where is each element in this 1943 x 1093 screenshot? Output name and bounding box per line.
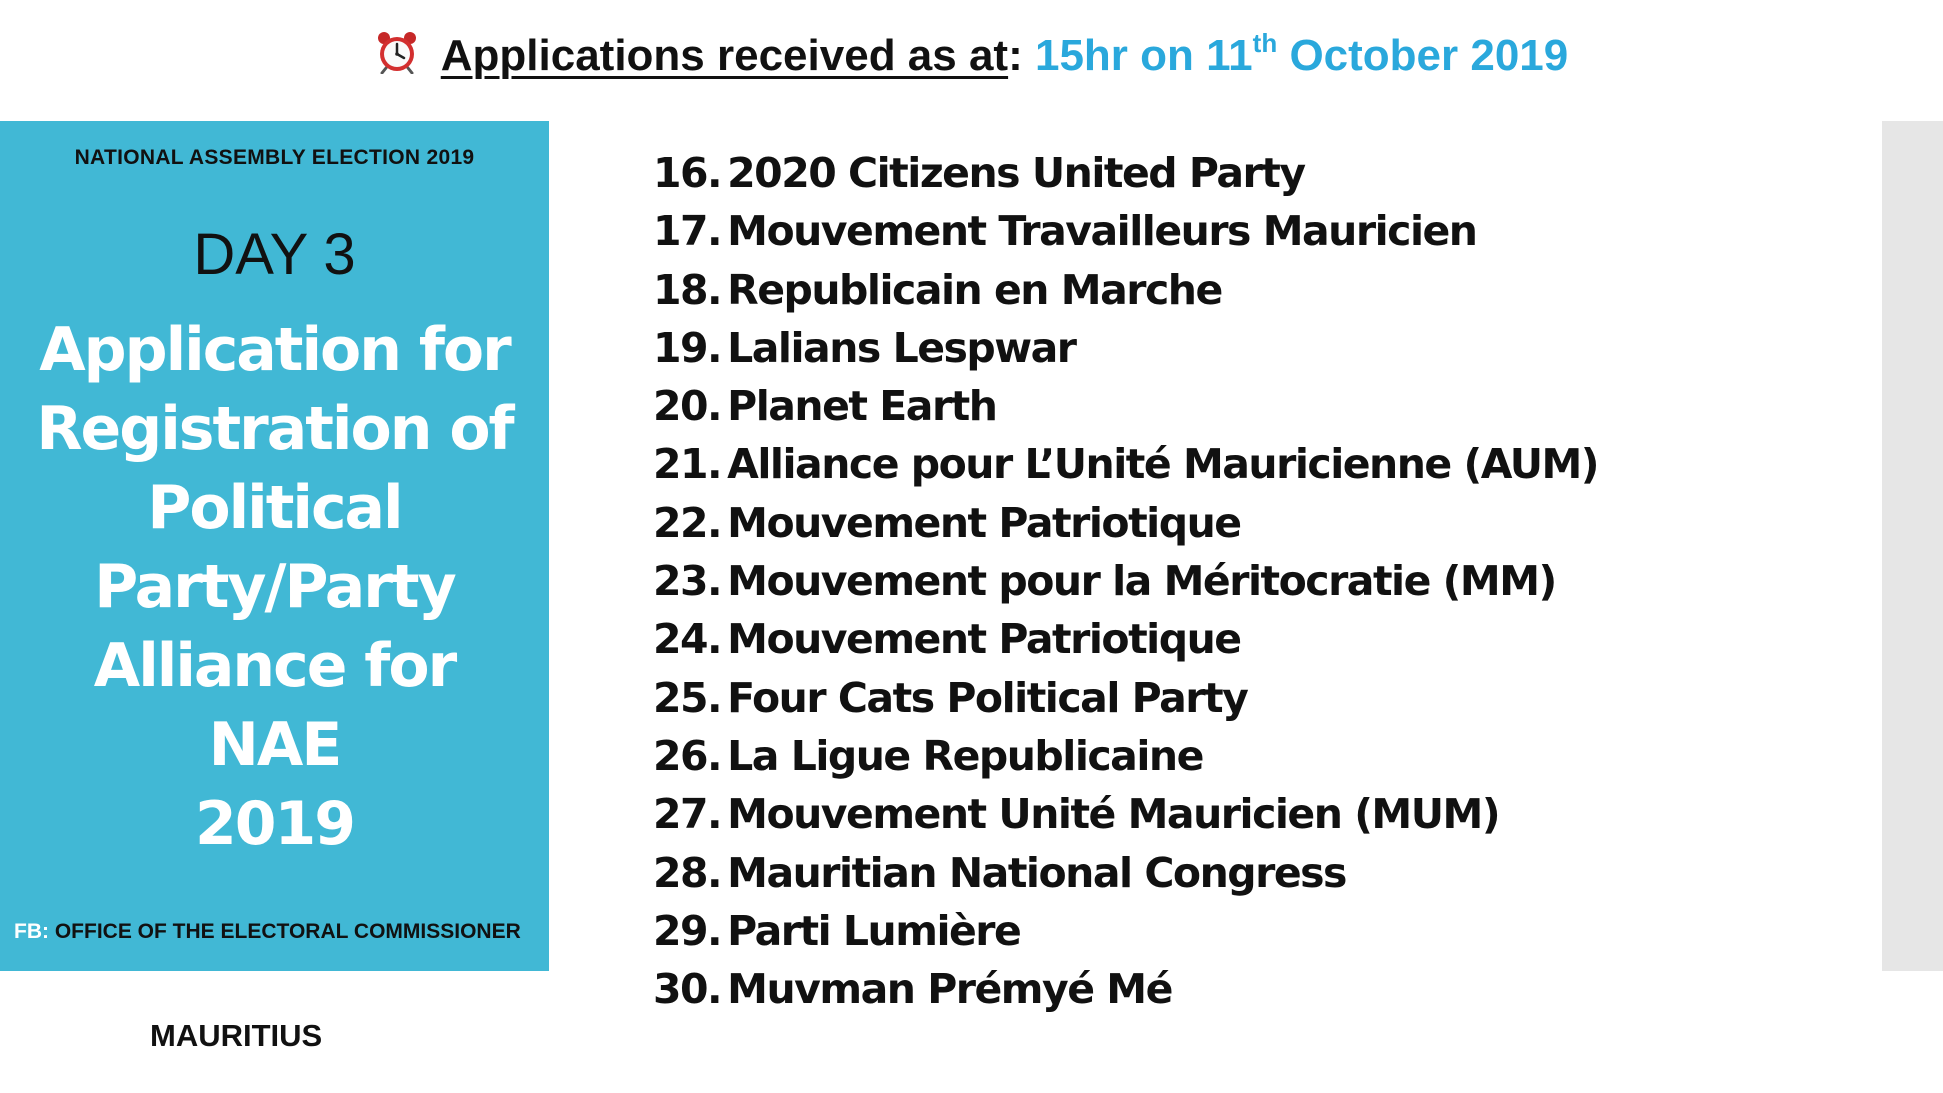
party-name: Mauritian National Congress bbox=[727, 848, 1346, 897]
item-number: 23. bbox=[653, 557, 722, 606]
item-number: 24. bbox=[653, 615, 722, 664]
facebook-page-name: OFFICE OF THE ELECTORAL COMMISSIONER bbox=[54, 920, 521, 943]
item-number: 17. bbox=[653, 207, 722, 256]
item-number: 27. bbox=[653, 790, 722, 839]
party-name: Mouvement Patriotique bbox=[727, 498, 1241, 547]
list-item bbox=[653, 844, 1598, 902]
timestamp-suffix: October 2019 bbox=[1289, 31, 1569, 80]
party-name: Planet Earth bbox=[727, 382, 997, 431]
list-item bbox=[653, 144, 1598, 202]
item-number: 21. bbox=[653, 440, 722, 489]
list-item bbox=[653, 494, 1598, 552]
item-number: 16. bbox=[653, 149, 722, 197]
panel-title-line: 2019 bbox=[195, 789, 354, 859]
panel-title-line: Registration of bbox=[36, 394, 513, 464]
timestamp-prefix: 15hr on 11 bbox=[1034, 31, 1253, 80]
alarm-clock-icon bbox=[375, 30, 419, 74]
facebook-credit bbox=[14, 920, 521, 944]
party-list bbox=[653, 144, 1598, 1018]
party-name: Parti Lumière bbox=[727, 906, 1021, 955]
panel-title-line: Alliance for NAE bbox=[93, 631, 456, 780]
timestamp-ordinal: th bbox=[1252, 28, 1278, 58]
party-name: Mouvement Travailleurs Mauricien bbox=[727, 207, 1477, 256]
election-name: NATIONAL ASSEMBLY ELECTION 2019 bbox=[74, 146, 475, 169]
item-number: 20. bbox=[653, 382, 722, 431]
panel-title-line: Party/Party bbox=[94, 552, 455, 622]
item-number: 29. bbox=[653, 906, 722, 955]
panel-title-line: Application for bbox=[39, 315, 510, 385]
country-label: MAURITIUS bbox=[150, 1018, 323, 1053]
item-number: 30. bbox=[653, 965, 722, 1014]
list-item bbox=[653, 435, 1598, 493]
party-name: 2020 Citizens United Party bbox=[727, 149, 1305, 197]
item-number: 28. bbox=[653, 848, 722, 897]
panel-title-line: Political bbox=[147, 473, 402, 543]
list-item bbox=[653, 669, 1598, 727]
item-number: 25. bbox=[653, 673, 722, 722]
party-name: Republicain en Marche bbox=[727, 265, 1222, 314]
list-item bbox=[653, 960, 1598, 1018]
party-name: Mouvement pour la Méritocratie (MM) bbox=[727, 557, 1556, 606]
list-item bbox=[653, 727, 1598, 785]
list-item bbox=[653, 552, 1598, 610]
day-label: DAY 3 bbox=[193, 222, 356, 287]
item-number: 26. bbox=[653, 731, 722, 780]
header-timestamp bbox=[1034, 28, 1569, 80]
list-item bbox=[653, 202, 1598, 260]
item-number: 18. bbox=[653, 265, 722, 314]
list-item bbox=[653, 902, 1598, 960]
list-item bbox=[653, 319, 1598, 377]
header-colon: : bbox=[1008, 31, 1023, 80]
party-name: Muvman Prémyé Mé bbox=[727, 965, 1172, 1014]
info-panel bbox=[0, 121, 549, 971]
party-name: La Ligue Republicaine bbox=[727, 731, 1203, 780]
list-item bbox=[653, 785, 1598, 843]
header bbox=[0, 30, 1943, 81]
party-name: Lalians Lespwar bbox=[727, 323, 1076, 372]
list-item bbox=[653, 261, 1598, 319]
list-item bbox=[653, 610, 1598, 668]
party-name: Alliance pour L’Unité Mauricienne (AUM) bbox=[727, 440, 1599, 489]
item-number: 19. bbox=[653, 323, 722, 372]
facebook-prefix: FB: bbox=[14, 920, 49, 943]
party-name: Mouvement Patriotique bbox=[727, 615, 1241, 664]
list-item bbox=[653, 377, 1598, 435]
panel-title bbox=[20, 311, 529, 864]
party-name: Mouvement Unité Mauricien (MUM) bbox=[727, 790, 1500, 839]
side-strip bbox=[1882, 121, 1943, 971]
header-label: Applications received as at bbox=[440, 31, 1009, 80]
item-number: 22. bbox=[653, 498, 722, 547]
party-name: Four Cats Political Party bbox=[727, 673, 1248, 722]
